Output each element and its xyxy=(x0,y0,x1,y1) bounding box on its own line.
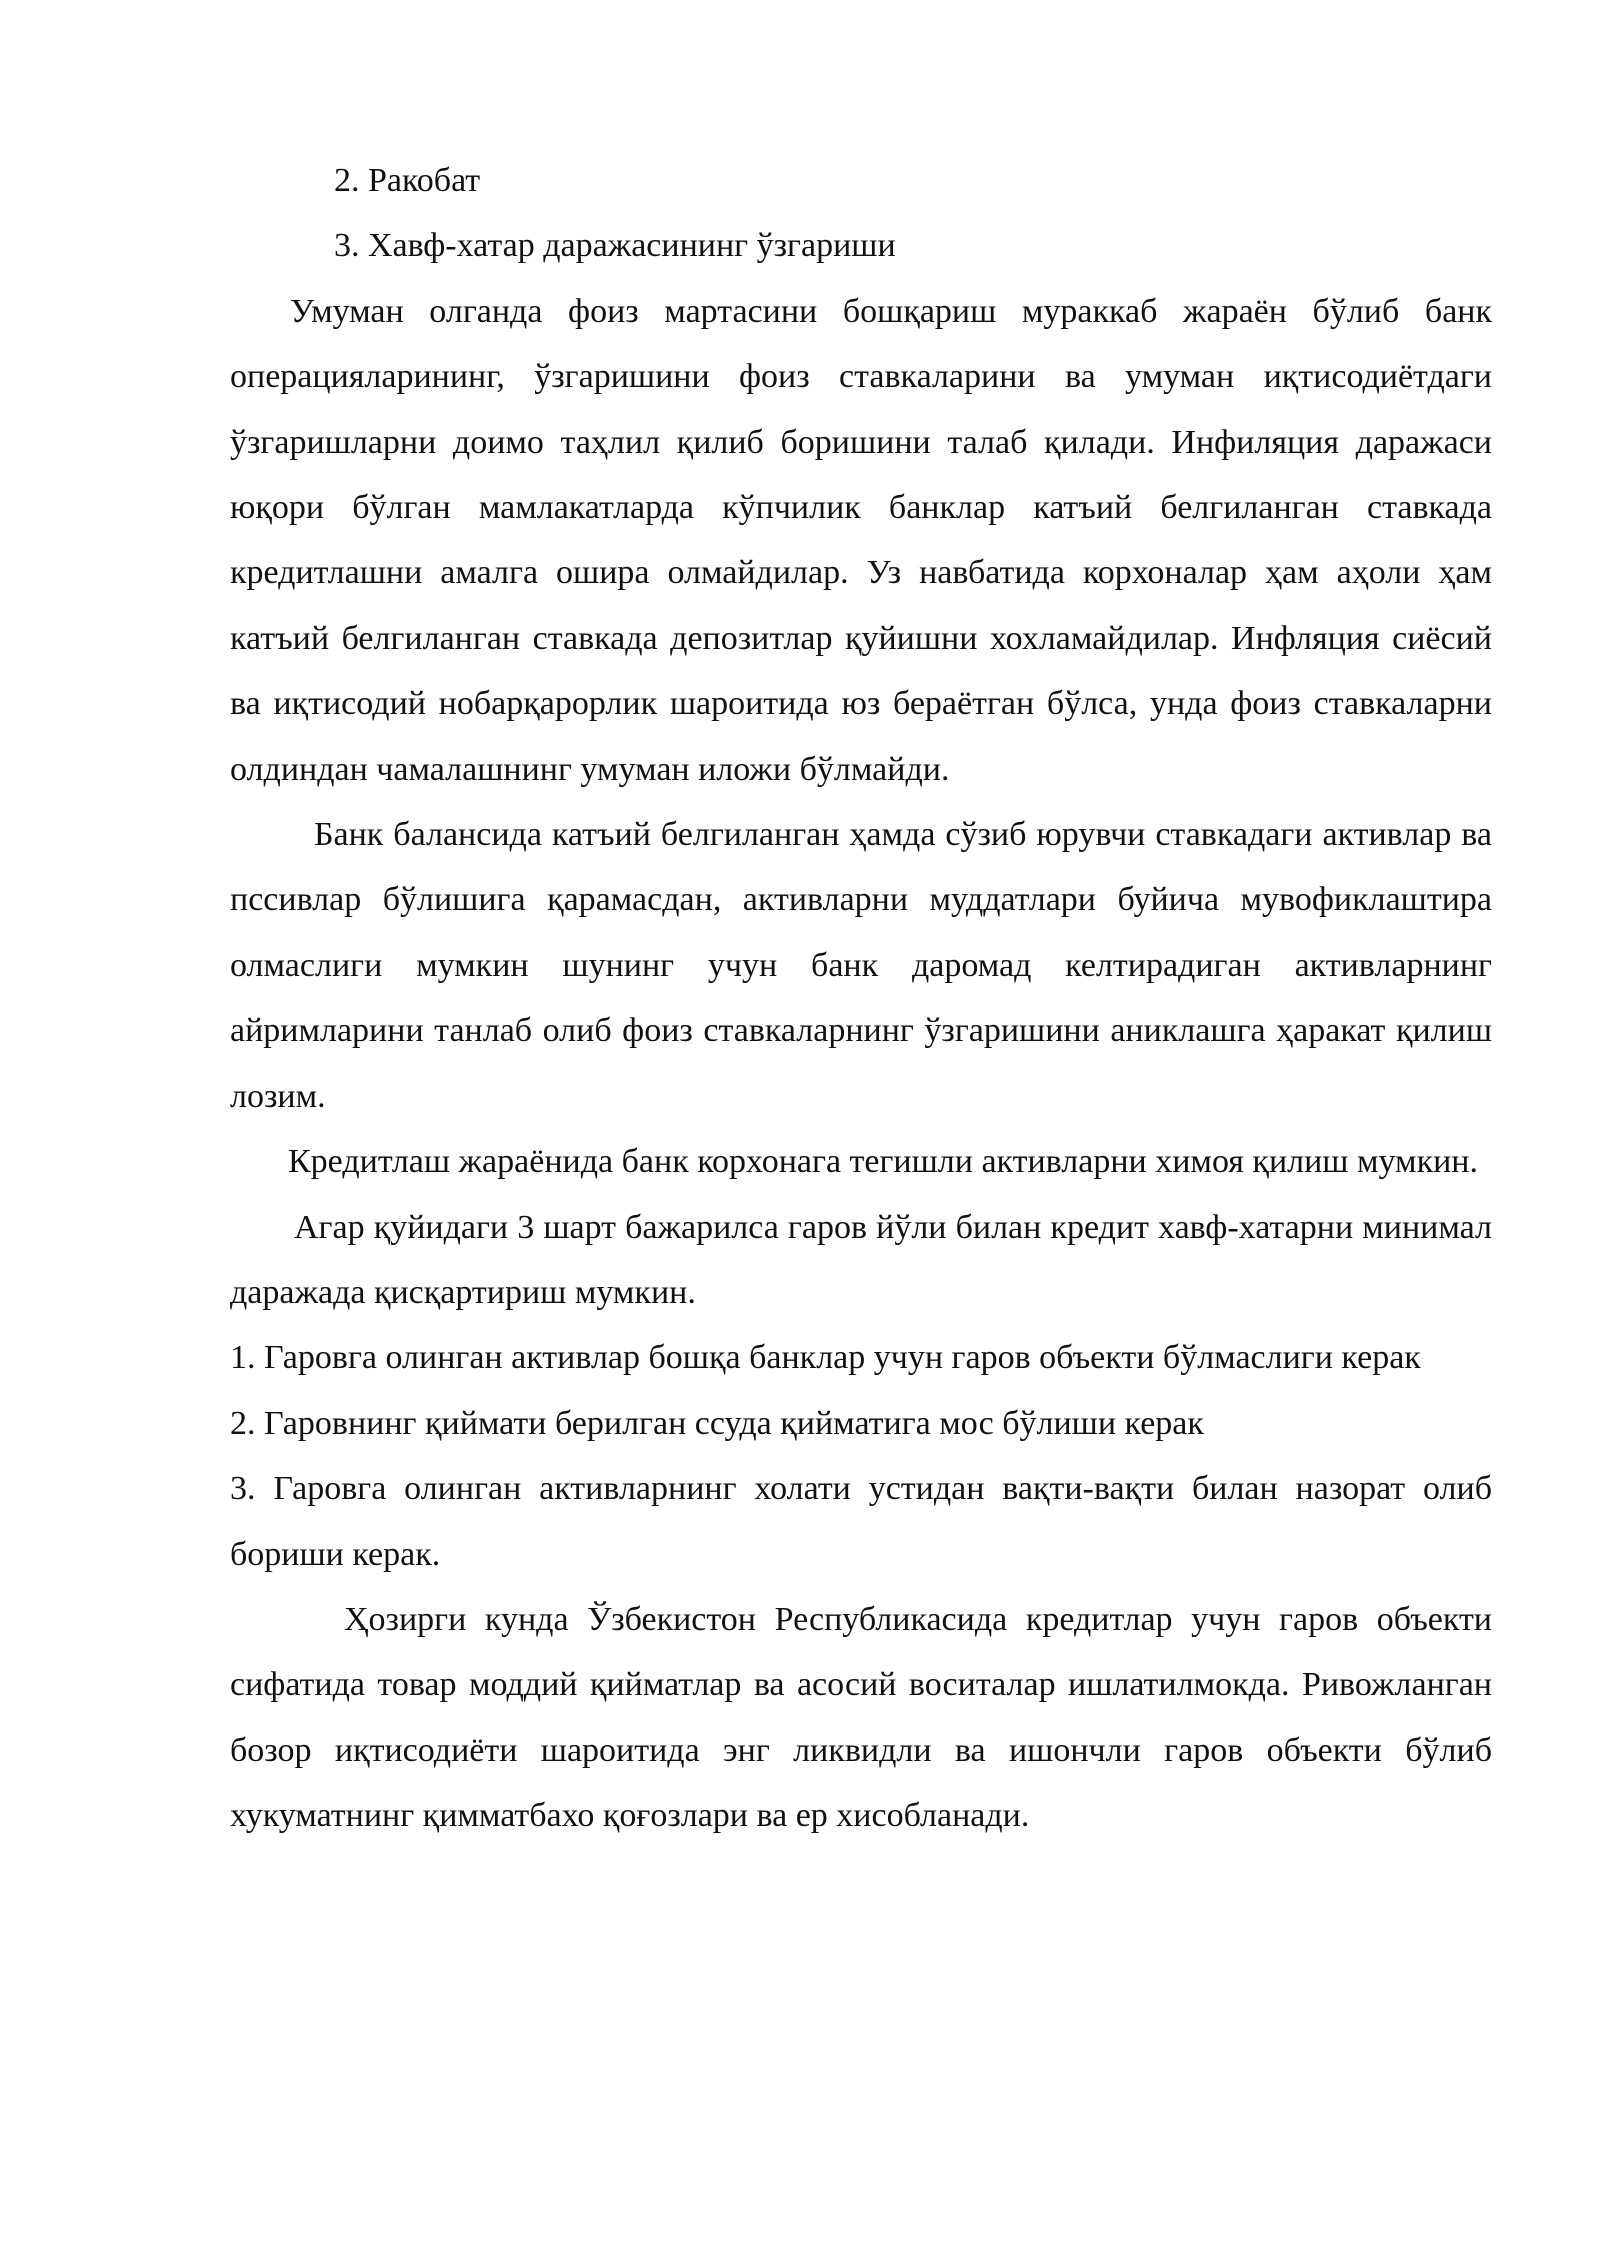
condition-item-2: 2. Гаровнинг қиймати берилган ссуда қийматига мос бўлиши керак xyxy=(230,1404,1204,1442)
paragraph-three-conditions: Агар қуйидаги 3 шарт бажарилса гаров йўли билан кредит хавф-хатарни минимал даражада қисқартириш мумкин. xyxy=(230,1208,1492,1311)
list-item-competition: 2. Ракобат xyxy=(334,162,481,199)
document-page xyxy=(230,148,1492,1849)
paragraph-collateral-uzbekistan: Ҳозирги кунда Ўзбекистон Республикасида кредитлар учун гаров объекти сифатида товар моддий қийматлар ва асосий воситалар ишлатилмокда. Ривожланган бозор иқтисодиёти шароитида энг ликвидли ва ишончли гаров объекти бўлиб хукуматнинг қимматбахо қоғозлари ва ер хисобланади. xyxy=(230,1600,1492,1835)
paragraph-bank-balance: Банк балансида катъий белгиланган ҳамда сўзиб юрувчи ставкадаги активлар ва пссивлар бўлишига қарамасдан, активларни муддатлари буйича мувофиклаштира олмаслиги мумкин шунинг учун банк даромад келтирадиган активларнинг айримларини танлаб олиб фоиз ставкаларнинг ўзгаришини аниклашга ҳаракат қилиш лозим. xyxy=(230,816,1492,1115)
condition-item-3: 3. Гаровга олинган активларнинг холати устидан вақти-вақти билан назорат олиб бориши керак. xyxy=(230,1470,1492,1573)
condition-item-1: 1. Гаровга олинган активлар бошқа банклар учун гаров объекти бўлмаслиги керак xyxy=(230,1339,1421,1377)
list-item-risk-change: 3. Хавф-хатар даражасининг ўзгариши xyxy=(334,227,896,265)
paragraph-crediting-process: Кредитлаш жараёнида банк корхонага тегишли активларни химоя қилиш мумкин. xyxy=(288,1143,1478,1181)
paragraph-interest-margin: Умуман олганда фоиз мартасини бошқариш мураккаб жараён бўлиб банк операцияларининг, ўзгаришини фоиз ставкаларини ва умуман иқтисодиётдаги ўзгаришларни доимо таҳлил қилиб боришини талаб қилади. Инфиляция даражаси юқори бўлган мамлакатларда кўпчилик банклар катъий белгиланган ставкада кредитлашни амалга ошира олмайдилар. Уз навбатида корхоналар ҳам аҳоли ҳам катъий белгиланган ставкада депозитлар қуйишни хохламайдилар. Инфляция сиёсий ва иқтисодий нобарқарорлик шароитида юз бераётган бўлса, унда фоиз ставкаларни олдиндан чамалашнинг умуман иложи бўлмайди. xyxy=(230,292,1492,788)
